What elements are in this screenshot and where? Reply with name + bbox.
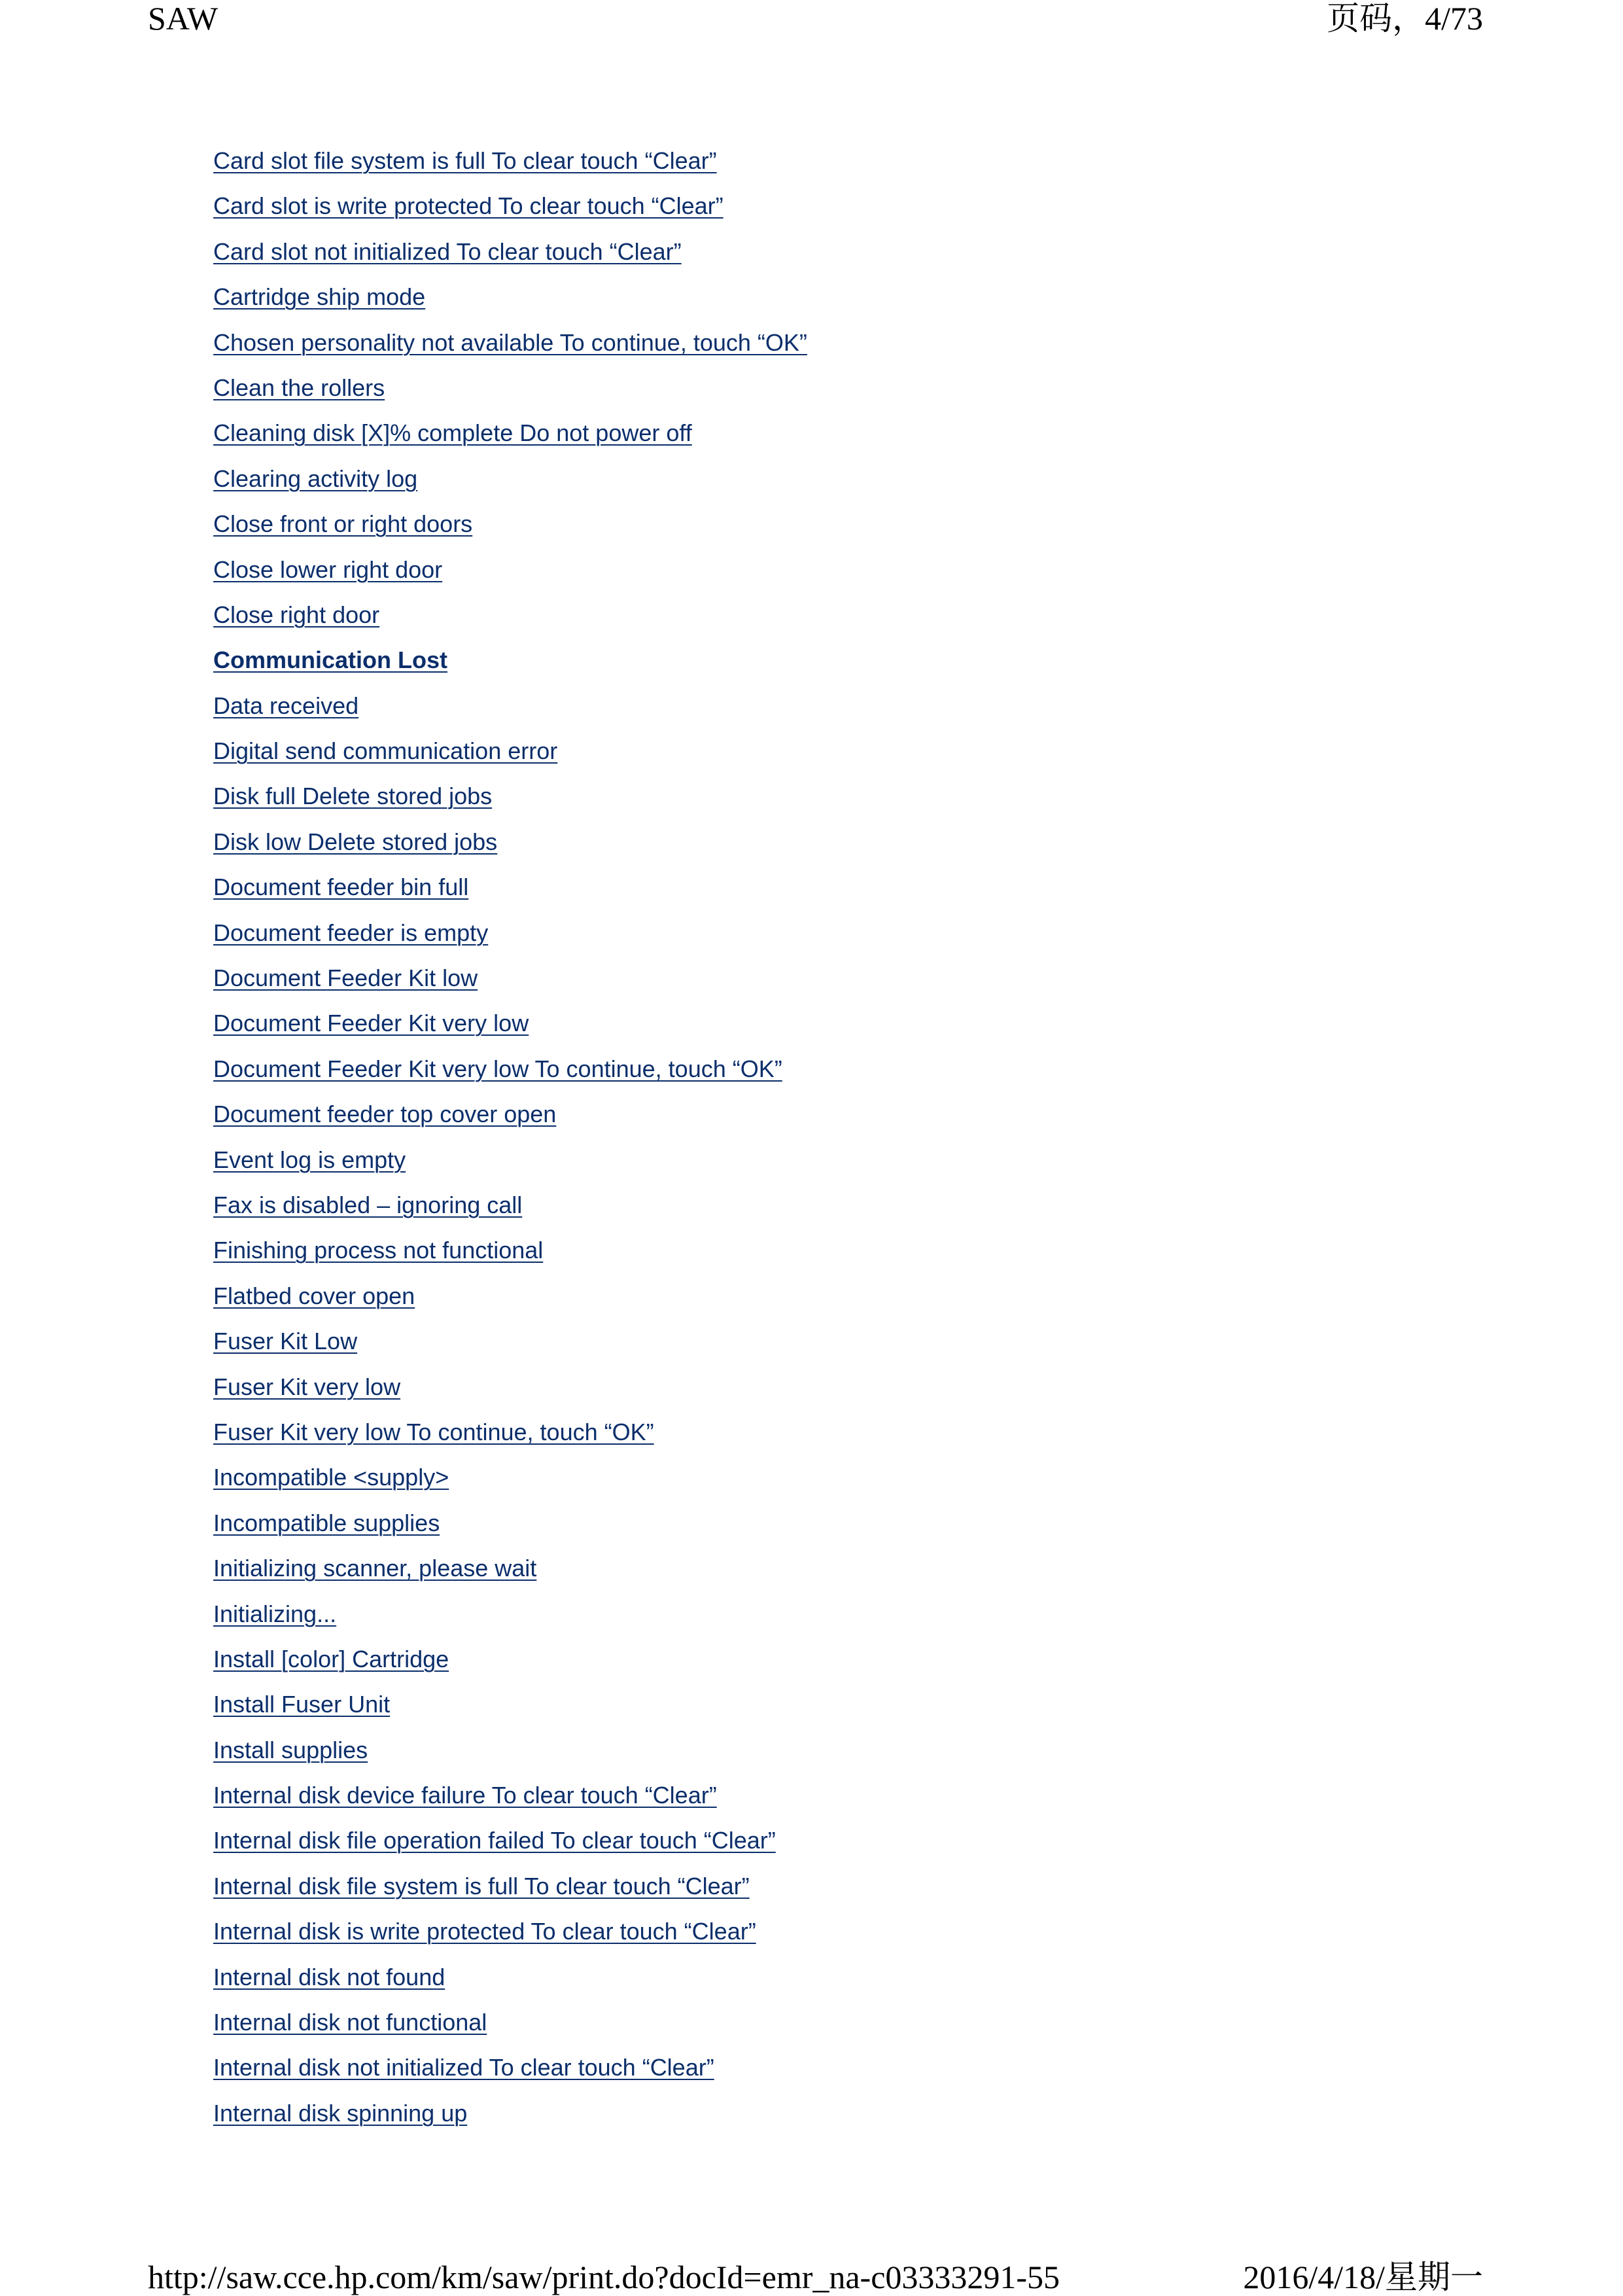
message-link[interactable]: Disk low Delete stored jobs [213,828,498,855]
message-link[interactable]: Card slot not initialized To clear touch “Clear” [213,238,682,265]
list-item [213,869,807,914]
footer-date: 2016/4/18/星期一 [1243,2259,1483,2295]
message-link[interactable]: Close front or right doors [213,510,473,538]
list-item [213,279,807,324]
message-link[interactable]: Initializing scanner, please wait [213,1555,537,1582]
list-item [213,1822,807,1867]
message-link[interactable]: Flatbed cover open [213,1282,415,1309]
message-link[interactable]: Internal disk not functional [213,2009,487,2036]
list-item [213,597,807,642]
list-item [213,1550,807,1595]
list-item [213,1868,807,1913]
message-link[interactable]: Clean the rollers [213,374,385,401]
list-item [213,1459,807,1504]
list-item [213,2049,807,2094]
message-link[interactable]: Cleaning disk [X]% complete Do not power off [213,419,692,447]
message-link[interactable]: Internal disk device failure To clear touch “Clear” [213,1782,717,1809]
list-item [213,1913,807,1958]
message-link[interactable]: Document feeder is empty [213,919,489,946]
list-item [213,1051,807,1096]
message-link[interactable]: Chosen personality not available To continue, touch “OK” [213,328,807,356]
list-item [213,506,807,551]
message-link[interactable]: Fax is disabled – ignoring call [213,1191,523,1218]
list-item [213,1414,807,1459]
list-item [213,1959,807,2004]
message-link[interactable]: Install [color] Cartridge [213,1645,449,1672]
list-item [213,461,807,506]
message-link[interactable]: Fuser Kit very low To continue, touch “OK” [213,1418,654,1445]
list-item [213,552,807,597]
message-link[interactable]: Card slot file system is full To clear touch “Clear” [213,147,717,174]
list-item [213,370,807,415]
message-link[interactable]: Install supplies [213,1736,368,1763]
message-link[interactable]: Document Feeder Kit very low [213,1010,529,1037]
message-link[interactable]: Cartridge ship mode [213,283,426,311]
list-item [213,1005,807,1050]
list-item [213,1278,807,1323]
list-item [213,642,807,687]
message-link[interactable]: Internal disk file operation failed To clear touch “Clear” [213,1827,776,1854]
message-link[interactable]: Event log is empty [213,1146,406,1173]
list-item [213,733,807,778]
list-item [213,143,807,188]
list-item [213,1096,807,1141]
list-item [213,1232,807,1277]
message-link[interactable]: Document feeder top cover open [213,1101,557,1128]
message-link[interactable]: Fuser Kit very low [213,1373,401,1400]
message-link[interactable]: Document feeder bin full [213,874,469,901]
list-item [213,688,807,733]
message-link[interactable]: Close lower right door [213,556,443,583]
message-link[interactable]: Internal disk not found [213,1963,445,1990]
message-link[interactable]: Internal disk not initialized To clear touch “Clear” [213,2054,714,2081]
list-item [213,1686,807,1731]
message-link[interactable]: Card slot is write protected To clear touch “Clear” [213,192,724,220]
header-title: SAW [148,0,218,37]
message-link[interactable]: Document Feeder Kit low [213,964,478,992]
list-item [213,1142,807,1187]
message-link[interactable]: Fuser Kit Low [213,1328,358,1355]
message-link-list [213,143,807,2140]
list-item [213,234,807,279]
message-link[interactable]: Incompatible supplies [213,1509,440,1536]
list-item [213,1732,807,1777]
message-link[interactable]: Close right door [213,601,380,628]
list-item [213,325,807,370]
message-link[interactable]: Initializing... [213,1600,337,1627]
message-link[interactable]: Internal disk is write protected To clear touch “Clear” [213,1918,756,1945]
message-link[interactable]: Internal disk spinning up [213,2099,468,2127]
footer-url: http://saw.cce.hp.com/km/saw/print.do?docId=emr_na-c03333291-55 [148,2259,1060,2295]
list-item [213,1641,807,1686]
list-item [213,1777,807,1822]
message-link[interactable]: Document Feeder Kit very low To continue, touch “OK” [213,1055,782,1082]
list-item [213,778,807,823]
message-link[interactable]: Incompatible <supply> [213,1464,449,1491]
message-link[interactable]: Communication Lost [213,646,447,674]
message-link[interactable]: Disk full Delete stored jobs [213,783,493,810]
list-item [213,1323,807,1368]
list-item [213,1369,807,1414]
page-indicator: 页码，4/73 [1327,0,1483,37]
list-item [213,915,807,960]
message-link[interactable]: Install Fuser Unit [213,1691,391,1718]
list-item [213,1505,807,1550]
message-link[interactable]: Digital send communication error [213,737,558,765]
list-item [213,2004,807,2049]
list-item [213,824,807,869]
message-link[interactable]: Clearing activity log [213,465,418,492]
list-item [213,1596,807,1641]
list-item [213,960,807,1005]
list-item [213,1187,807,1232]
message-link[interactable]: Data received [213,692,359,719]
list-item [213,415,807,460]
message-link[interactable]: Internal disk file system is full To clear touch “Clear” [213,1872,750,1899]
list-item [213,188,807,233]
list-item [213,2095,807,2140]
message-link[interactable]: Finishing process not functional [213,1237,544,1264]
